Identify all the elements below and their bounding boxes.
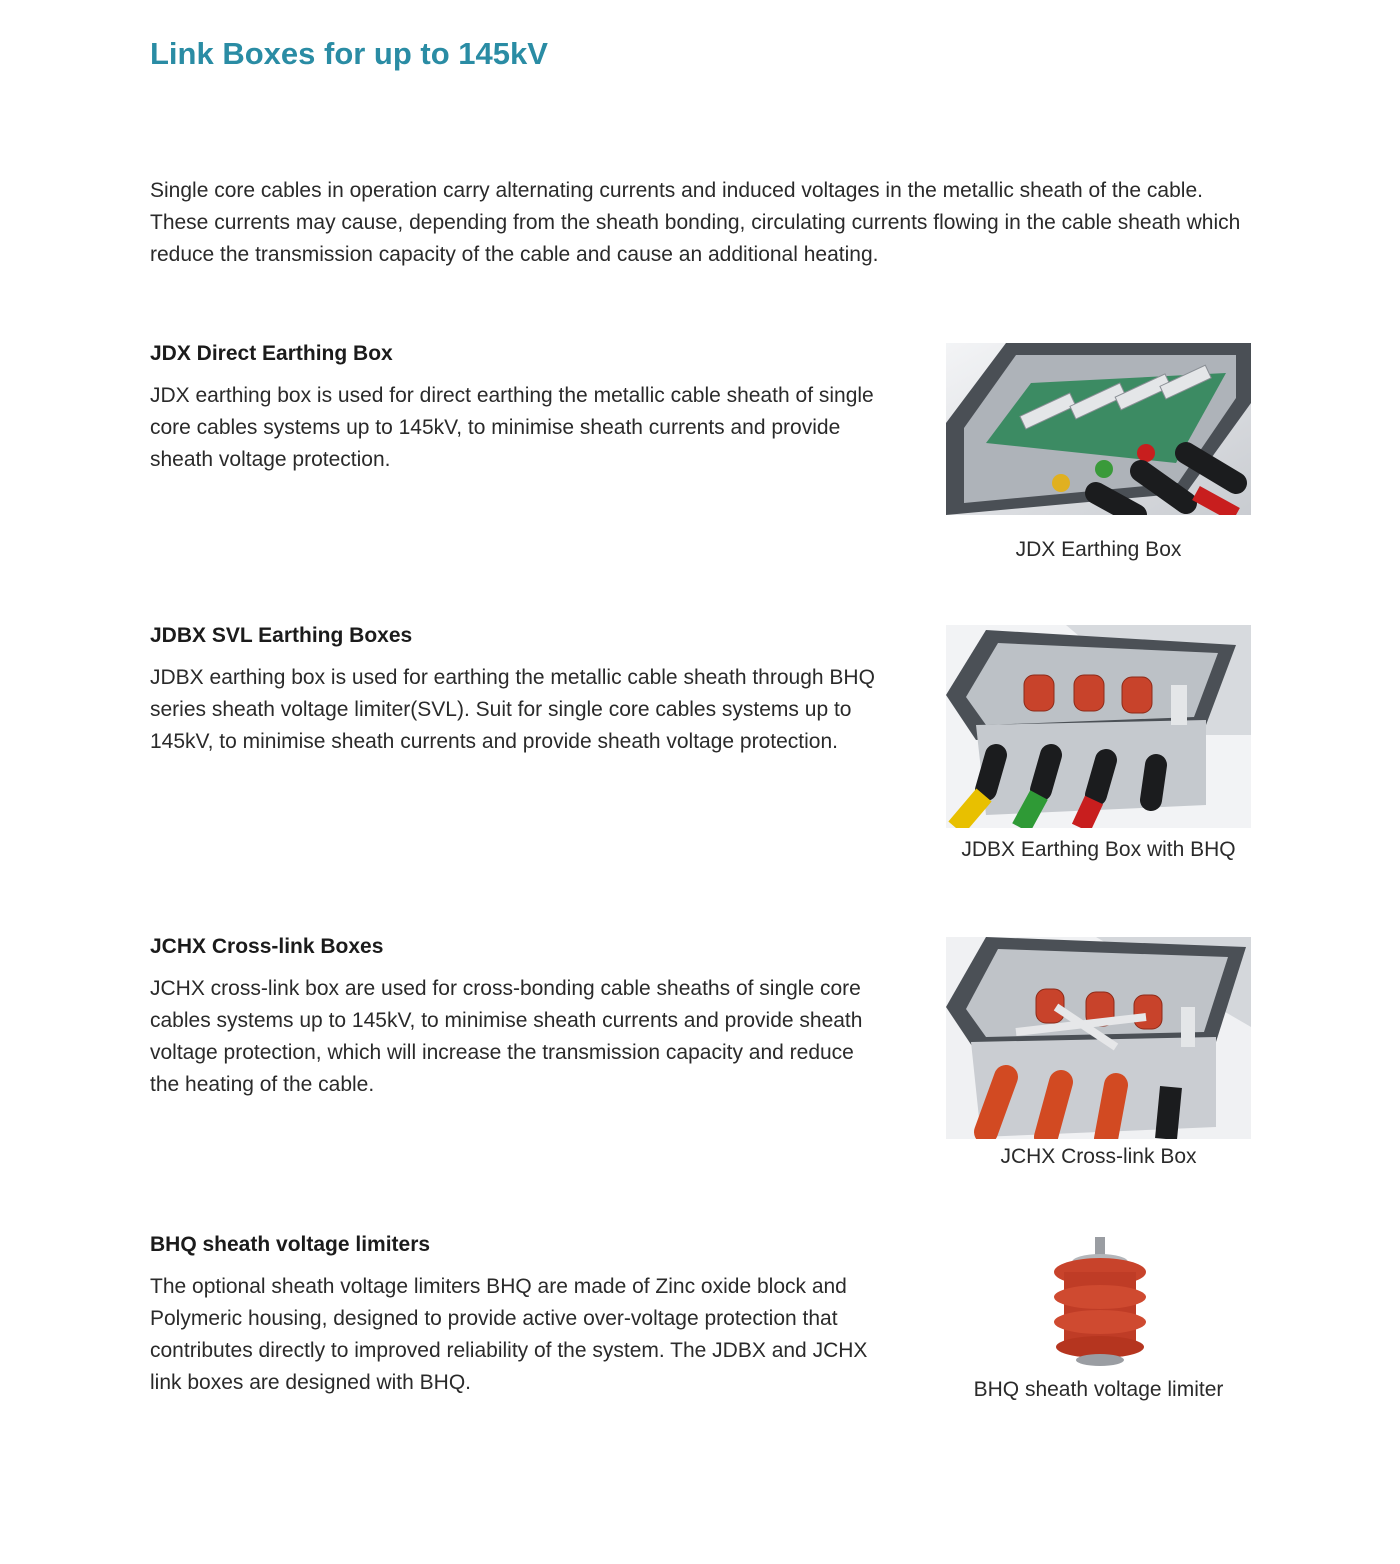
section-text-jdx: JDX earthing box is used for direct earthing the metallic cable sheath of single core cables systems up to 145kV, to minimise sheath currents and provide sheath voltage protection.	[150, 384, 874, 471]
caption-jchx: JCHX Cross-link Box	[1000, 1145, 1197, 1168]
section-heading-jdbx: JDBX SVL Earthing Boxes	[150, 624, 413, 647]
section-text-jchx: JCHX cross-link box are used for cross-bonding cable sheaths of single core cables systems up to 145kV, to minimise sheath currents and provide sheath voltage protection, which will increase the transmission capacity and reduce the heating of the cable.	[150, 977, 863, 1096]
cross-link-box-photo-icon	[946, 937, 1251, 1139]
section-text-jdbx: JDBX earthing box is used for earthing the metallic cable sheath through BHQ series sheath voltage limiter(SVL). Suit for single core cables systems up to 145kV, to minimise sheath currents and provide sheath voltage protection.	[150, 666, 875, 753]
section-heading-jdx: JDX Direct Earthing Box	[150, 342, 393, 365]
page-title: Link Boxes for up to 145kV	[150, 36, 548, 71]
intro-paragraph: Single core cables in operation carry alternating currents and induced voltages in the metallic sheath of the cable. These currents may cause, depending from the sheath bonding, circulating currents flowing in the cable sheath which reduce the transmission capacity of the cable and cause an additional heating.	[150, 179, 1241, 266]
caption-jdx: JDX Earthing Box	[1015, 538, 1182, 561]
section-heading-jchx: JCHX Cross-link Boxes	[150, 935, 384, 958]
section-heading-bhq: BHQ sheath voltage limiters	[150, 1233, 431, 1256]
earthing-box-photo-icon	[946, 343, 1251, 515]
svl-earthing-box-photo-icon	[946, 625, 1251, 828]
section-text-bhq: The optional sheath voltage limiters BHQ are made of Zinc oxide block and Polymeric housing, designed to provide active over-voltage protection that contributes directly to improved reliability of the system. The JDBX and JCHX link boxes are designed with BHQ.	[150, 1275, 868, 1394]
caption-jdbx: JDBX Earthing Box with BHQ	[961, 838, 1236, 861]
sheath-voltage-limiter-photo-icon	[1050, 1232, 1150, 1372]
caption-bhq: BHQ sheath voltage limiter	[973, 1378, 1224, 1401]
